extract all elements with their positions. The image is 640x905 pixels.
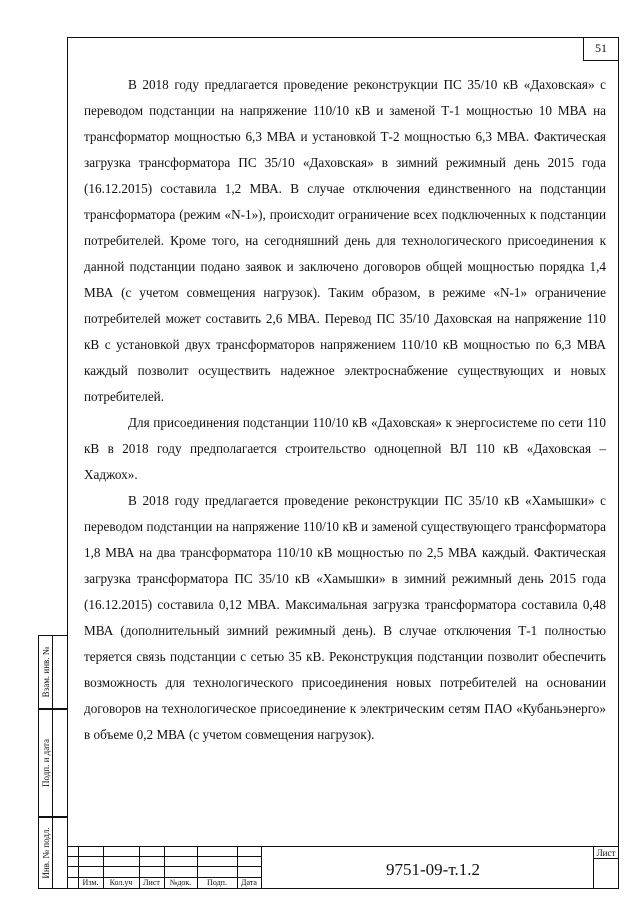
paragraph-3: В 2018 году предлагается проведение реконструкции ПС 35/10 кВ «Хамышки» с переводом подстанции на напряжение 110/10 кВ и заменой существующего трансформатора 1,8 МВА на два трансформатора 110/10 кВ мощностью по 2,5 МВА каждый. Фактическая загрузка трансформатора ПС 35/10 кВ «Хамышки» в зимний режимный день 2015 года (16.12.2015) составила 0,12 МВА. Максимальная загрузка трансформатора составила 0,48 МВА (дополнительный зимний режимный день). В случае отключения Т-1 полностью теряется связь подстанции с сетью 35 кВ. Реконструкция подстанции позволит обеспечить возможность для технологического присоединения новых потребителей на основании договоров на технологическое присоединение к электрическим сетям ПАО «Кубаньэнерго» в объеме 0,2 МВА (с учетом совмещения нагрузок). xyxy=(84,493,606,742)
side-label-original-inv: Инв. № подл. xyxy=(40,827,51,879)
paragraph-1: В 2018 году предлагается проведение реконструкции ПС 35/10 кВ «Даховская» с переводом подстанции на напряжение 110/10 кВ и заменой Т-1 мощностью 10 МВА на трансформатор мощностью 6,3 МВА и установкой Т-2 мощностью 6,3 МВА. Фактическая загрузка трансформатора ПС 35/10 «Даховская» в зимний режимный день 2015 года (16.12.2015) составила 1,2 МВА. В случае отключения единственного на подстанции трансформатора (режим «N-1»), происходит ограничение всех подключенных к подстанции потребителей. Кроме того, на сегодняшний день для технологического присоединения к данной подстанции подано заявок и заключено договоров общей мощностью порядка 1,4 МВА (с учетом совмещения нагрузок). Таким образом, в режиме «N-1» ограничение потребителей может составить 2,6 МВА. Перевод ПС 35/10 Даховская на напряжение 110 кВ с установкой двух трансформаторов напряжением 110/10 кВ мощностью по 6,3 МВА каждый позволит осуществить надежное электроснабжение существующих и новых потребителей. xyxy=(84,77,606,404)
header-doc-number: №док. xyxy=(169,878,192,887)
side-label-signature-date: Подп. и дата xyxy=(40,738,51,788)
sheet-label: Лист xyxy=(596,848,616,858)
side-field-replacement-inv xyxy=(38,635,68,709)
header-sheet: Лист xyxy=(143,878,160,887)
body-text xyxy=(84,72,606,748)
header-count: Кол.уч xyxy=(109,878,133,887)
document-code: 9751-09-т.1.2 xyxy=(386,860,480,879)
header-signature: Подп. xyxy=(207,878,227,887)
side-field-original-inv xyxy=(38,817,68,889)
paragraph-2: Для присоединения подстанции 110/10 кВ «Даховская» к энергосистеме по сети 110 кВ в 2018 году предполагается строительство одноцепной ВЛ 110 кВ «Даховская – Хаджох». xyxy=(84,415,606,482)
page-number: 51 xyxy=(583,38,618,61)
side-field-signature-date xyxy=(38,709,68,817)
side-label-replacement-inv: Взам. инв. № xyxy=(40,646,51,698)
header-change: Изм. xyxy=(82,878,99,887)
header-date: Дата xyxy=(241,878,257,887)
